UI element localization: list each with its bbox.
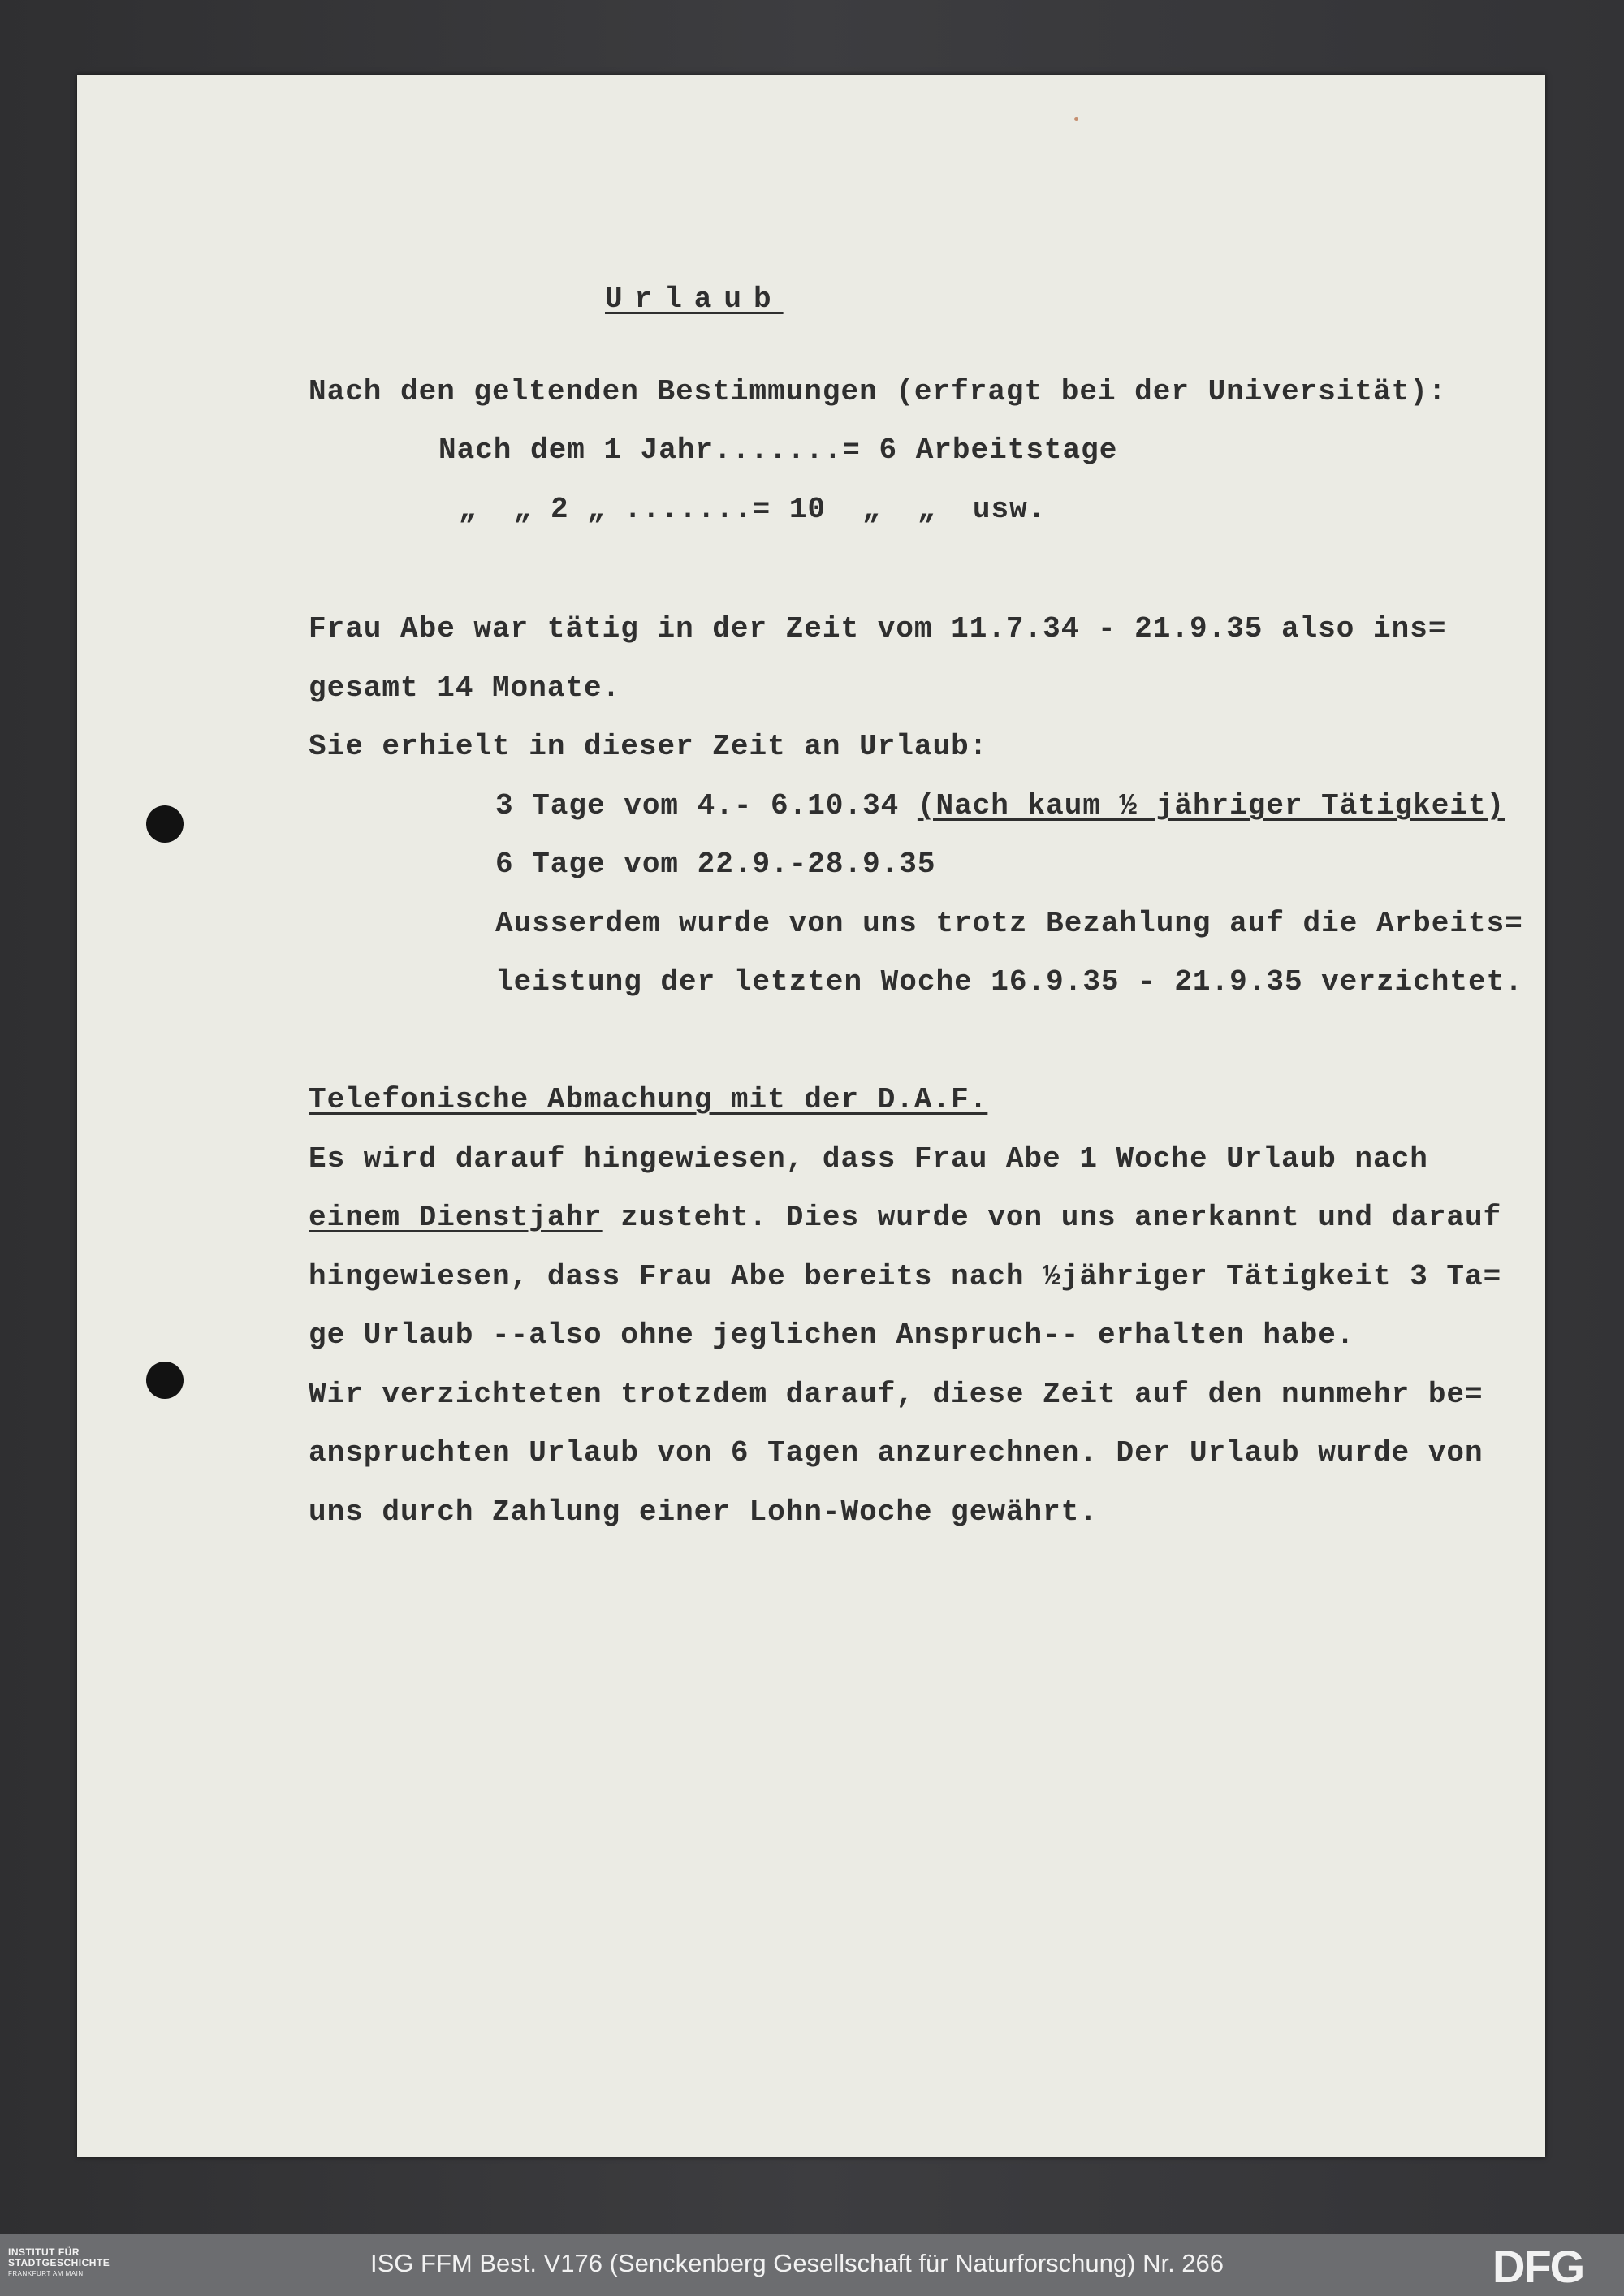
section-heading: Telefonische Abmachung mit der D.A.F. (309, 1083, 988, 1116)
text-line (309, 1201, 1501, 1234)
underlined-remark: (Nach kaum ½ jähriger Tätigkeit) (917, 789, 1505, 822)
text-line: 6 Tage vom 22.9.-28.9.35 (495, 848, 936, 881)
text-line: Nach dem 1 Jahr.......= 6 Arbeitstage (438, 434, 1118, 467)
document-page (77, 75, 1545, 2157)
institution-line: INSTITUT FÜR (8, 2246, 80, 2258)
text-line: anspruchten Urlaub von 6 Tagen anzurechnen. Der Urlaub wurde von (309, 1436, 1484, 1470)
punch-hole-top (146, 805, 184, 843)
text-line: ge Urlaub --also ohne jeglichen Anspruch-- erhalten habe. (309, 1318, 1355, 1352)
text-line: gesamt 14 Monate. (309, 671, 621, 705)
text-line: Frau Abe war tätig in der Zeit vom 11.7.34 - 21.9.35 also ins= (309, 612, 1447, 645)
text-line: hingewiesen, dass Frau Abe bereits nach ½jähriger Tätigkeit 3 Ta= (309, 1260, 1502, 1293)
punch-hole-bottom (146, 1362, 184, 1399)
text-line: „ „ 2 „ .......= 10 „ „ usw. (459, 493, 1047, 526)
text-line (495, 789, 1505, 822)
archive-caption: ISG FFM Best. V176 (Senckenberg Gesellschaft für Naturforschung) Nr. 266 (370, 2249, 1224, 2277)
text-line: Es wird darauf hingewiesen, dass Frau Abe 1 Woche Urlaub nach (309, 1142, 1428, 1176)
institution-line: STADTGESCHICHTE (8, 2257, 110, 2268)
text-line: uns durch Zahlung einer Lohn-Woche gewährt. (309, 1495, 1098, 1529)
paper-speck (1074, 117, 1078, 121)
text-line: Wir verzichteten trotzdem darauf, diese Zeit auf den nunmehr be= (309, 1378, 1484, 1411)
text-line: Nach den geltenden Bestimmungen (erfragt bei der Universität): (309, 375, 1447, 408)
text-segment: 3 Tage vom 4.- 6.10.34 (495, 789, 918, 822)
institution-line: FRANKFURT AM MAIN (8, 2270, 84, 2277)
text-line: Sie erhielt in dieser Zeit an Urlaub: (309, 730, 988, 763)
institution-logo (8, 2247, 110, 2279)
underlined-phrase: einem Dienstjahr (309, 1201, 603, 1234)
text-line: leistung der letzten Woche 16.9.35 - 21.9.35 verzichtet. (495, 965, 1523, 999)
archive-footer (0, 2234, 1624, 2296)
document-title: Urlaub (605, 283, 784, 316)
text-line: Ausserdem wurde von uns trotz Bezahlung auf die Arbeits= (495, 907, 1523, 940)
dfg-logo: DFG (1492, 2241, 1584, 2292)
text-segment: zusteht. Dies wurde von uns anerkannt und darauf (602, 1201, 1502, 1234)
